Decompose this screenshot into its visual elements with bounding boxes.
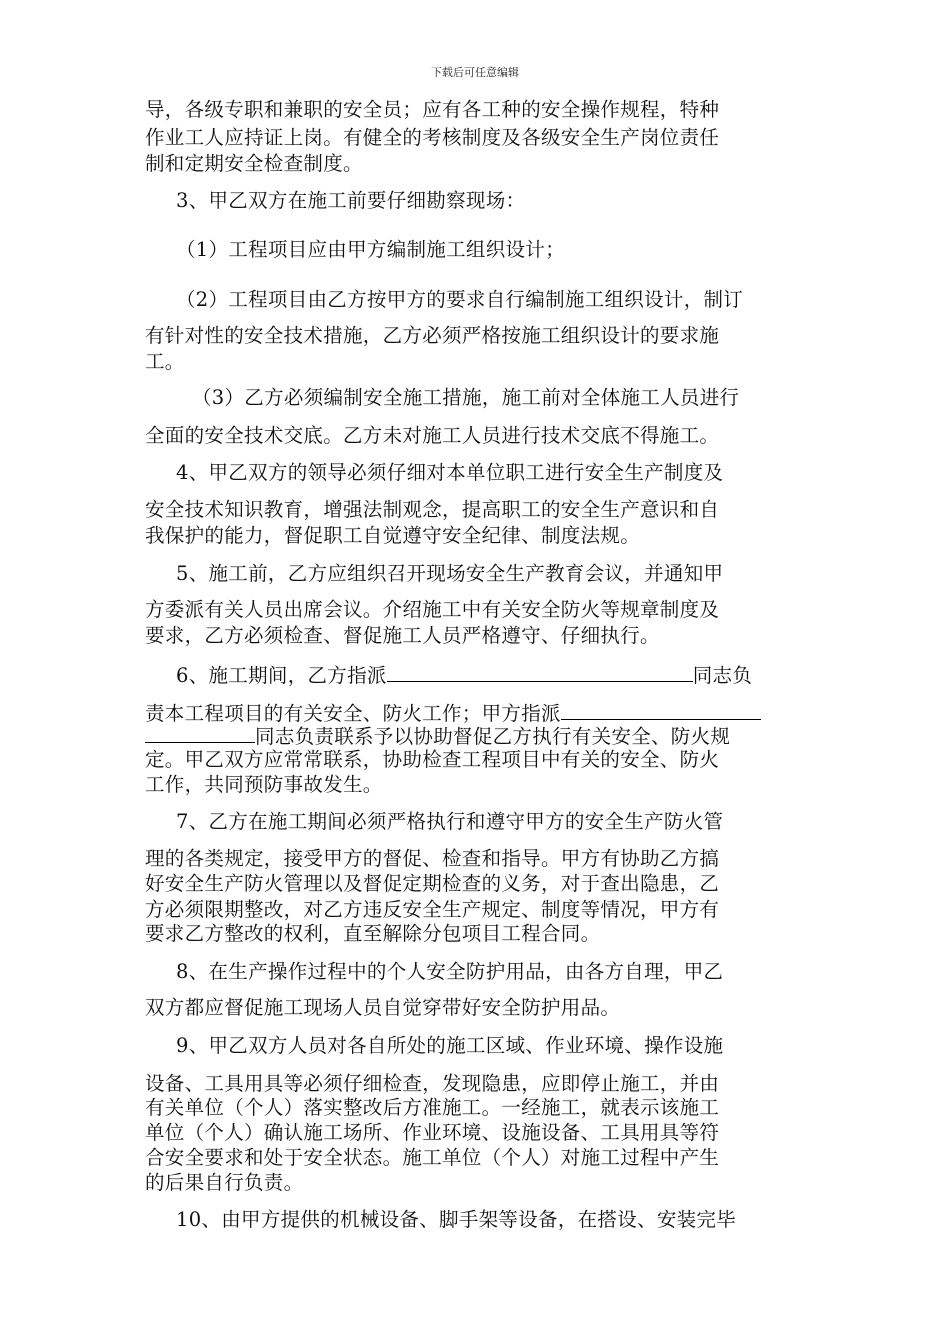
text-line xyxy=(145,722,810,749)
text-line: （2）工程项目由乙方按甲方的要求自行编制施工组织设计，制订 xyxy=(176,288,744,311)
text-line: 导，各级专职和兼职的安全员；应有各工种的安全操作规程，特种 xyxy=(145,98,720,121)
text-segment: 责本工程项目的有关安全、防火工作；甲方指派 xyxy=(145,702,561,725)
text-line: 定。甲乙双方应常常联系，协助检查工程项目中有关的安全、防火 xyxy=(145,748,720,771)
text-segment: 同志负责联系予以协助督促乙方执行有关安全、防火规 xyxy=(255,725,731,748)
text-line: 8、在生产操作过程中的个人安全防护用品，由各方自理，甲乙 xyxy=(176,960,724,983)
page-header: 下载后可任意编辑 xyxy=(431,66,519,79)
text-line: 的后果自行负责。 xyxy=(145,1171,304,1194)
text-line: 制和定期安全检查制度。 xyxy=(145,152,363,175)
text-line: 9、甲乙双方人员对各自所处的施工区域、作业环境、操作设施 xyxy=(176,1034,724,1057)
text-line: 有关单位（个人）落实整改后方准施工。一经施工，就表示该施工 xyxy=(145,1096,720,1119)
text-line: 理的各类规定，接受甲方的督促、检查和指导。甲方有协助乙方搞 xyxy=(145,847,720,870)
text-segment: 同志负 xyxy=(692,664,753,687)
blank-line xyxy=(387,661,693,682)
text-line: 10、由甲方提供的机械设备、脚手架等设备，在搭设、安装完毕 xyxy=(176,1208,737,1231)
blank-line xyxy=(561,699,761,720)
text-line: （1）工程项目应由甲方编制施工组织设计； xyxy=(176,238,565,261)
text-line: （3）乙方必须编制安全施工措施，施工前对全体施工人员进行 xyxy=(192,386,740,409)
text-line: 7、乙方在施工期间必须严格执行和遵守甲方的安全生产防火管 xyxy=(176,810,724,833)
text-line: 要求，乙方必须检查、督促施工人员严格遵守、仔细执行。 xyxy=(145,624,660,647)
text-line: 全面的安全技术交底。乙方未对施工人员进行技术交底不得施工。 xyxy=(145,424,720,447)
text-line: 合安全要求和处于安全状态。施工单位（个人）对施工过程中产生 xyxy=(145,1146,720,1169)
text-line: 方必须限期整改，对乙方违反安全生产规定、制度等情况，甲方有 xyxy=(145,898,720,921)
text-line: 工作，共同预防事故发生。 xyxy=(145,773,383,796)
text-line: 5、施工前，乙方应组织召开现场安全生产教育会议，并通知甲 xyxy=(176,562,724,585)
text-segment: 6、施工期间，乙方指派 xyxy=(176,664,387,687)
text-line: 单位（个人）确认施工场所、作业环境、设施设备、工具用具等符 xyxy=(145,1121,720,1144)
text-line: 方委派有关人员出席会议。介绍施工中有关安全防火等规章制度及 xyxy=(145,598,720,621)
text-line: 3、甲乙双方在施工前要仔细勘察现场： xyxy=(176,189,526,212)
text-line: 好安全生产防火管理以及督促定期检查的义务，对于查出隐患，乙 xyxy=(145,872,720,895)
text-line: 双方都应督促施工现场人员自觉穿带好安全防护用品。 xyxy=(145,996,621,1019)
blank-line xyxy=(145,722,255,743)
text-line: 安全技术知识教育，增强法制观念，提高职工的安全生产意识和自 xyxy=(145,498,720,521)
text-line: 设备、工具用具等必须仔细检查，发现隐患，应即停止施工，并由 xyxy=(145,1072,720,1095)
text-line: 我保护的能力，督促职工自觉遵守安全纪律、制度法规。 xyxy=(145,524,641,547)
text-line: 作业工人应持证上岗。有健全的考核制度及各级安全生产岗位责任 xyxy=(145,126,720,149)
text-line: 有针对性的安全技术措施，乙方必须严格按施工组织设计的要求施 xyxy=(145,324,720,347)
text-line: 要求乙方整改的权利，直至解除分包项目工程合同。 xyxy=(145,922,601,945)
text-line: 4、甲乙双方的领导必须仔细对本单位职工进行安全生产制度及 xyxy=(176,461,724,484)
text-line: 工。 xyxy=(145,350,185,373)
text-line xyxy=(176,661,841,688)
